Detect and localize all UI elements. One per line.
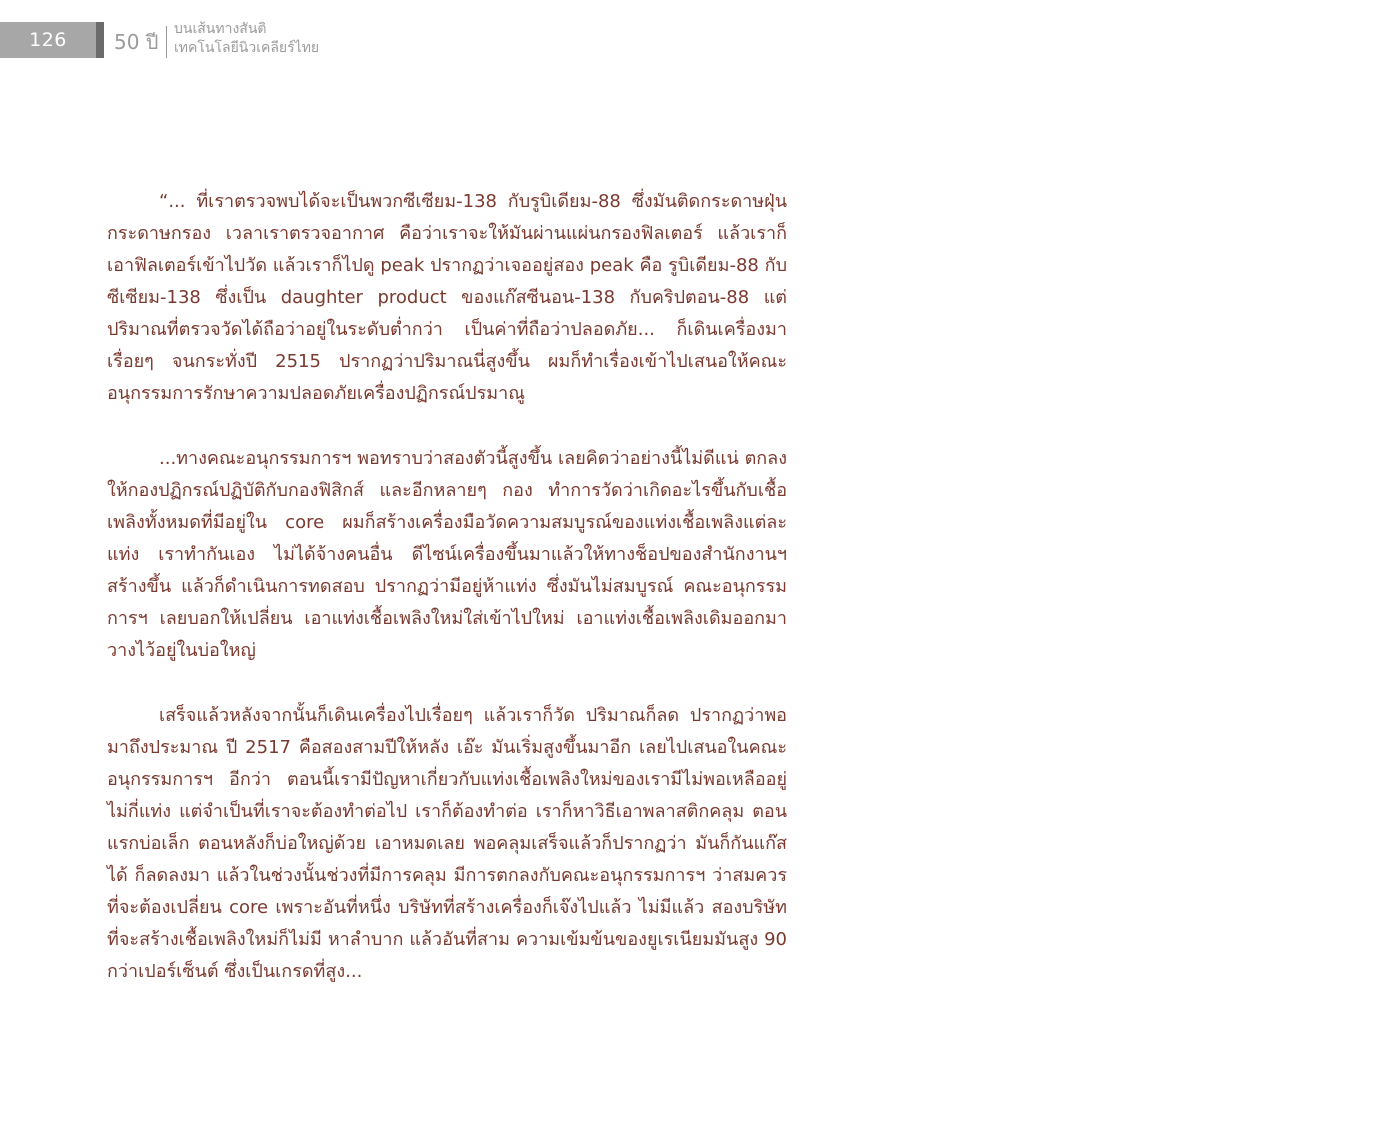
book-title-line-1: บนเส้นทางสันติ (174, 21, 267, 37)
body-paragraph-3: เสร็จแล้วหลังจากนั้นก็เดินเครื่องไปเรื่อยๆ แล้วเราก็วัด ปริมาณก็ลด ปรากฏว่าพอมาถึงประมาณ ปี 2517 คือสองสามปีให้หลัง เอ๊ะ มันเริ่มสูงขึ้นมาอีก เลยไปเสนอในคณะอนุกรรมการฯ อีกว่า ตอนนี้เรามีปัญหาเกี่ยวกับแท่งเชื้อเพลิงใหม่ของเรามีไม่พอเหลืออยู่ไม่กี่แท่ง แต่จำเป็นที่เราจะต้องทำต่อไป เราก็ต้องทำต่อ เราก็หาวิธีเอาพลาสติกคลุม ตอนแรกบ่อเล็ก ตอนหลังก็บ่อใหญ่ด้วย เอาหมดเลย พอคลุมเสร็จแล้วก็ปรากฏว่า มันก็กันแก๊สได้ ก็ลดลงมา แล้วในช่วงนั้นช่วงที่มีการคลุม มีการตกลงกับคณะอนุกรรมการฯ ว่าสมควรที่จะต้องเปลี่ยน core เพราะอันที่หนึ่ง บริษัทที่สร้างเครื่องก็เจ๊งไปแล้ว ไม่มีแล้ว สองบริษัทที่จะสร้างเชื้อเพลิงใหม่ก็ไม่มี หาลำบาก แล้วอันที่สาม ความเข้มข้นของยูเรเนียมมันสูง 90 กว่าเปอร์เซ็นต์ ซึ่งเป็นเกรดที่สูง... (107, 705, 787, 982)
page-body (107, 186, 787, 988)
book-title (174, 20, 319, 58)
book-title-line-2: เทคโนโลยีนิวเคลียร์ไทย (174, 40, 320, 56)
header-divider (166, 26, 167, 58)
body-paragraph-1: “... ที่เราตรวจพบได้จะเป็นพวกซีเซียม-138 กับรูบิเดียม-88 ซึ่งมันติดกระดาษฝุ่น กระดาษกรอง เวลาเราตรวจอากาศ คือว่าเราจะให้มันผ่านแผ่นกรองฟิลเตอร์ แล้วเราก็เอาฟิลเตอร์เข้าไปวัด แล้วเราก็ไปดู peak ปรากฏว่าเจออยู่สอง peak คือ รูบิเดียม-88 กับซีเซียม-138 ซึ่งเป็น daughter product ของแก๊สซีนอน-138 กับคริปตอน-88 แต่ปริมาณที่ตรวจวัดได้ถือว่าอยู่ในระดับต่ำกว่า เป็นค่าที่ถือว่าปลอดภัย... ก็เดินเครื่องมาเรื่อยๆ จนกระทั่งปี 2515 ปรากฏว่าปริมาณนี่สูงขึ้น ผมก็ทำเรื่องเข้าไปเสนอให้คณะอนุกรรมการรักษาความปลอดภัยเครื่องปฏิกรณ์ปรมาณู (107, 191, 787, 404)
page-header (0, 22, 340, 58)
body-paragraph-2: ...ทางคณะอนุกรรมการฯ พอทราบว่าสองตัวนี้สูงขึ้น เลยคิดว่าอย่างนี้ไม่ดีแน่ ตกลงให้กองปฏิกรณ์ปฏิบัติกับกองฟิสิกส์ และอีกหลายๆ กอง ทำการวัดว่าเกิดอะไรขึ้นกับเชื้อเพลิงทั้งหมดที่มีอยู่ใน core ผมก็สร้างเครื่องมือวัดความสมบูรณ์ของแท่งเชื้อเพลิงแต่ละแท่ง เราทำกันเอง ไม่ได้จ้างคนอื่น ดีไซน์เครื่องขึ้นมาแล้วให้ทางช็อปของสำนักงานฯ สร้างขึ้น แล้วก็ดำเนินการทดสอบ ปรากฏว่ามีอยู่ห้าแท่ง ซึ่งมันไม่สมบูรณ์ คณะอนุกรรมการฯ เลยบอกให้เปลี่ยน เอาแท่งเชื้อเพลิงใหม่ใส่เข้าไปใหม่ เอาแท่งเชื้อเพลิงเดิมออกมาวางไว้อยู่ในบ่อใหญ่ (107, 448, 787, 661)
page-number-block (0, 22, 104, 58)
book-years-label: 50 ปี (114, 30, 159, 54)
page-number: 126 (29, 29, 67, 51)
